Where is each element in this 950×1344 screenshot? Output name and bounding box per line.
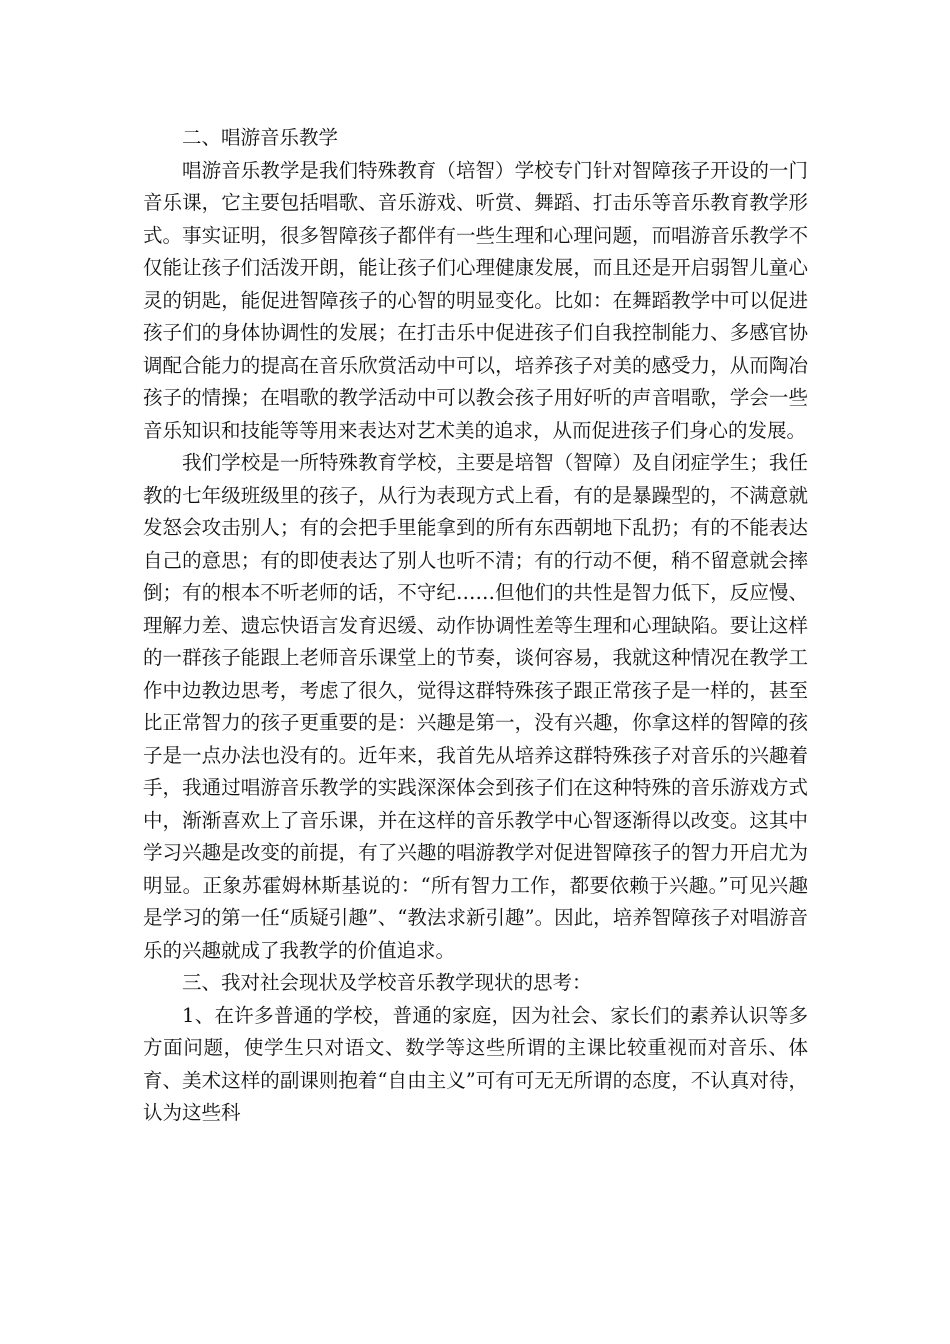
paragraph-school-students: 我们学校是一所特殊教育学校，主要是培智（智障）及自闭症学生；我任教的七年级班级里的孩子，从行为表现方式上看，有的是暴躁型的，不满意就发怒会攻击别人；有的会把手里能拿到的所有东西朝地下乱扔；有的不能表达自己的意思；有的即使表达了别人也听不清；有的行动不便，稍不留意就会摔倒；有的根本不听老师的话，不守纪……但他们的共性是智力低下，反应慢、理解力差、遗忘快语言发育迟缓、动作协调性差等生理和心理缺陷。要让这样的一群孩子能跟上老师音乐课堂上的节奏，谈何容易，我就这种情况在教学工作中边教边思考，考虑了很久，觉得这群特殊孩子跟正常孩子是一样的，甚至比正常智力的孩子更重要的是：兴趣是第一，没有兴趣，你拿这样的智障的孩子是一点办法也没有的。近年来，我首先从培养这群特殊孩子对音乐的兴趣着手，我通过唱游音乐教学的实践深深体会到孩子们在这种特殊的音乐游戏方式中，渐渐喜欢上了音乐课，并在这样的音乐教学中心智逐渐得以改变。这其中学习兴趣是改变的前提，有了兴趣的唱游教学对促进智障孩子的智力开启尤为明显。正象苏霍姆林斯基说的：“所有智力工作，都要依赖于兴趣。”可见兴趣是学习的第一任“质疑引趣”、“教法求新引趣”。因此，培养智障孩子对唱游音乐的兴趣就成了我教学的价值追求。: [143, 451, 808, 962]
paragraph-reflection-point-1: 1、在许多普通的学校，普通的家庭，因为社会、家长们的素养认识等多方面问题，使学生只对语文、数学等这些所谓的主课比较重视而对音乐、体育、美术这样的副课则抱着“自由主义”可有可无无所谓的态度，不认真对待，认为这些科: [143, 1003, 808, 1124]
document-body: [143, 122, 808, 1130]
section-heading-music-teaching: 二、唱游音乐教学: [182, 126, 339, 149]
paragraph-music-teaching-intro: 唱游音乐教学是我们特殊教育（培智）学校专门针对智障孩子开设的一门音乐课，它主要包括唱歌、音乐游戏、听赏、舞蹈、打击乐等音乐教育教学形式。事实证明，很多智障孩子都伴有一些生理和心理问题，而唱游音乐教学不仅能让孩子们活泼开朗，能让孩子们心理健康发展，而且还是开启弱智儿童心灵的钥匙，能促进智障孩子的心智的明显变化。比如：在舞蹈教学中可以促进孩子们的身体协调性的发展；在打击乐中促进孩子们自我控制能力、多感官协调配合能力的提高在音乐欣赏活动中可以，培养孩子对美的感受力，从而陶冶孩子的情操；在唱歌的教学活动中可以教会孩子用好听的声音唱歌，学会一些音乐知识和技能等等用来表达对艺术美的追求，从而促进孩子们身心的发展。: [143, 158, 808, 442]
section-heading-reflection: 三、我对社会现状及学校音乐教学现状的思考：: [182, 971, 592, 994]
